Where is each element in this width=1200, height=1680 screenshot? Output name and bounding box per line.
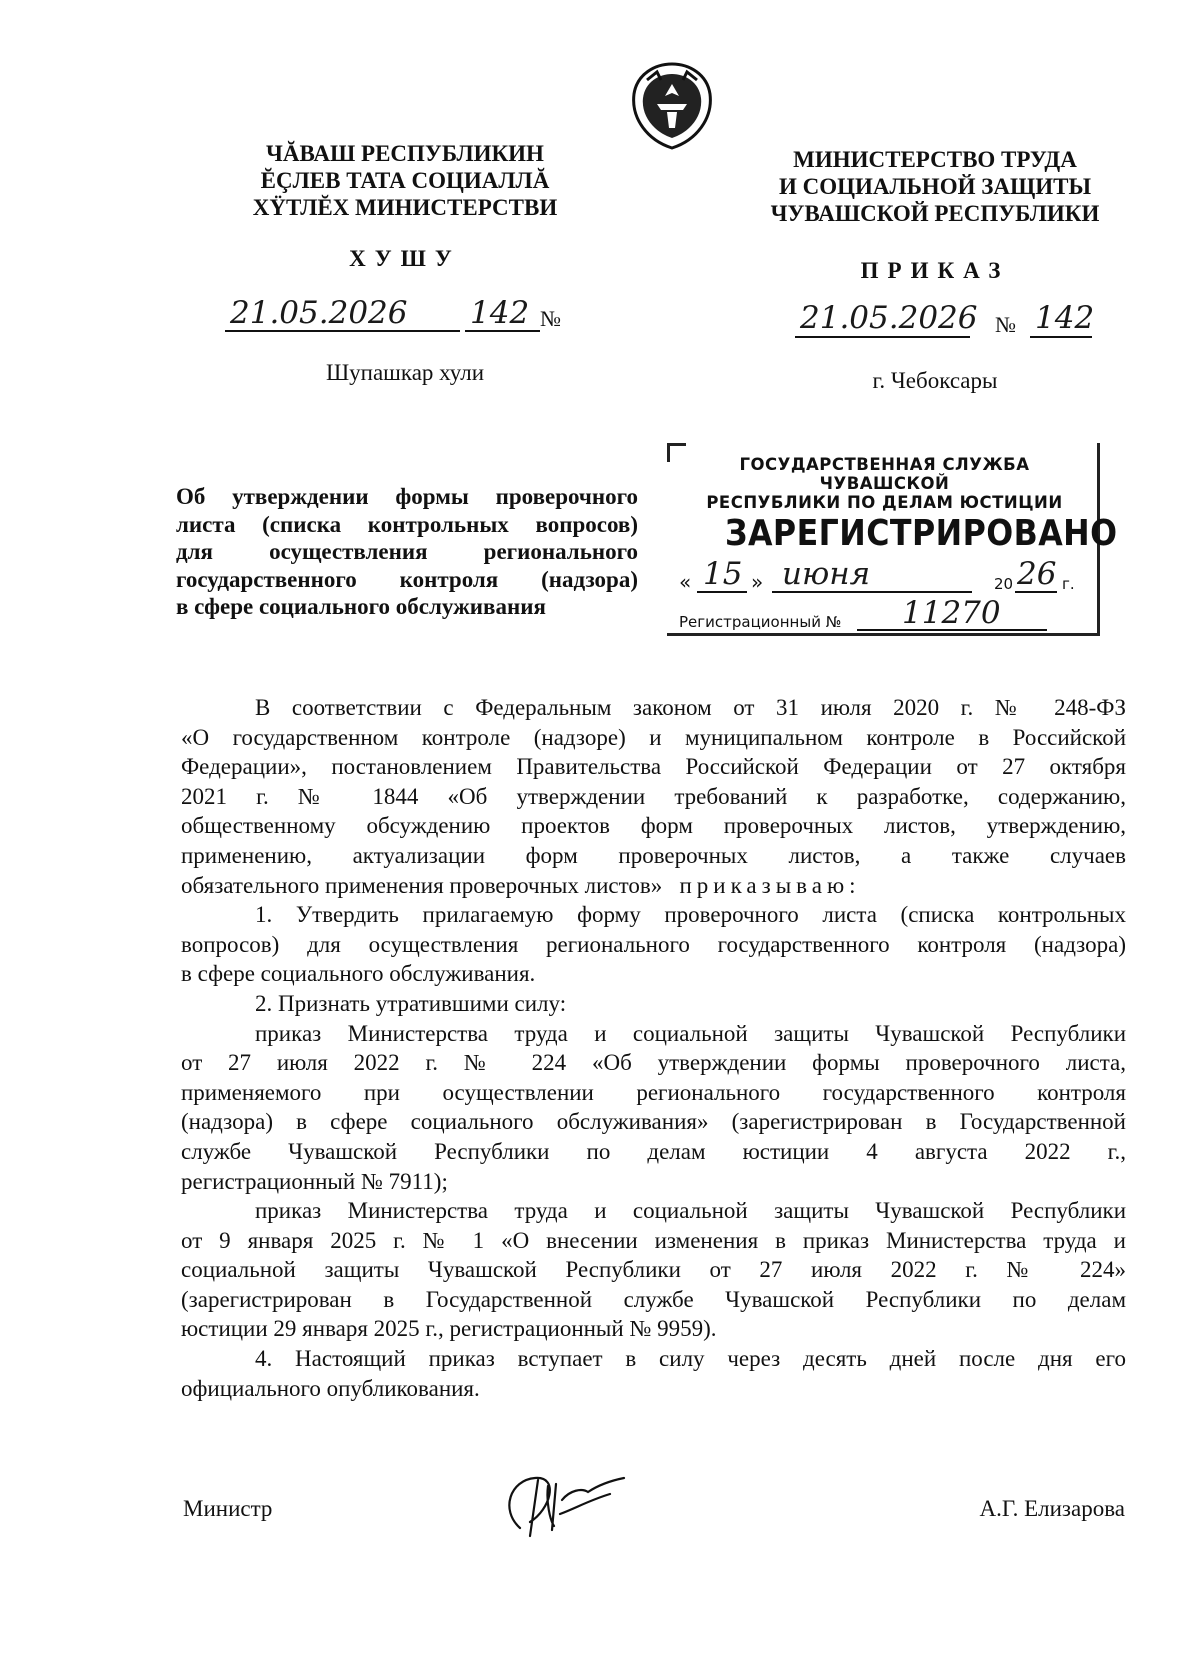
- left-header-line: ХŸТЛĔХ МИНИСТЕРСТВИ: [252, 195, 558, 220]
- body-line: регистрационный № 7911);: [181, 1168, 448, 1194]
- right-doc-type: ПРИКАЗ: [860, 258, 1010, 283]
- body-line: 2021 г. № 1844 «Об утверждении требований к разработке, содержанию,: [181, 783, 1126, 809]
- stamp-quote-open: «: [679, 570, 692, 594]
- title-line: для осуществления регионального: [176, 539, 638, 564]
- right-number-underline: [1030, 336, 1092, 338]
- right-place: г. Чебоксары: [872, 368, 998, 393]
- body-line: приказ Министерства труда и социальной защиты Чувашской Республики: [255, 1198, 1126, 1224]
- body-line: официального опубликования.: [181, 1375, 480, 1401]
- stamp-status: ЗАРЕГИСТРИРОВАНО: [725, 513, 1118, 554]
- body-line: общественному обсуждению проектов форм проверочных листов, утверждению,: [181, 813, 1126, 839]
- stamp-year: 26: [1017, 556, 1057, 592]
- body-line: Федерации», постановлением Правительства Российской Федерации от 27 октября: [181, 754, 1126, 780]
- left-doc-type: ХУШУ: [349, 246, 461, 271]
- left-header-line: ĔÇЛЕВ ТАТА СОЦИАЛЛĂ: [260, 168, 550, 193]
- right-header-line: МИНИСТЕРСТВО ТРУДА: [793, 147, 1077, 172]
- body-line: от 27 июля 2022 г. № 224 «Об утверждении формы проверочного листа,: [181, 1050, 1126, 1076]
- stamp-day-underline: [697, 591, 747, 593]
- handwritten-signature: [490, 1470, 630, 1540]
- order-word: приказываю:: [679, 872, 861, 898]
- right-number: 142: [1035, 300, 1095, 336]
- stamp-reg-label: Регистрационный №: [679, 613, 842, 631]
- preamble-last: обязательного применения проверочных листов»: [181, 872, 663, 898]
- left-date: 21.05.2026: [230, 295, 408, 331]
- coat-of-arms-emblem: [627, 60, 717, 152]
- body-line: 4. Настоящий приказ вступает в силу через десять дней после дня его: [255, 1346, 1126, 1372]
- body-line: (зарегистрирован в Государственной службе Чувашской Республики по делам: [181, 1286, 1126, 1312]
- title-line: государственного контроля (надзора): [176, 566, 638, 592]
- body-line: службе Чувашской Республики по делам юстиции 4 августа 2022 г.,: [181, 1138, 1126, 1164]
- stamp-month-underline: [772, 591, 972, 593]
- left-number-sign: №: [540, 306, 561, 331]
- body-line: применению, актуализации форм проверочных листов, а также случаев: [181, 842, 1126, 868]
- stamp-agency-line: ГОСУДАРСТВЕННАЯ СЛУЖБА ЧУВАШСКОЙ: [739, 455, 1030, 493]
- title-line: в сфере социального обслуживания: [176, 594, 546, 619]
- body-line: от 9 января 2025 г. № 1 «О внесении изменения в приказ Министерства труда и: [181, 1227, 1126, 1253]
- left-header: [215, 140, 595, 221]
- stamp-reg-number: 11270: [902, 595, 1001, 631]
- stamp-year-prefix: 20: [994, 575, 1014, 593]
- signatory-name: А.Г. Елизарова: [979, 1496, 1125, 1521]
- right-header-line: ЧУВАШСКОЙ РЕСПУБЛИКИ: [770, 201, 1100, 226]
- body-line: применяемого при осуществлении регионального государственного контроля: [181, 1079, 1126, 1105]
- right-number-sign: №: [995, 312, 1016, 337]
- stamp-agency-line: РЕСПУБЛИКИ ПО ДЕЛАМ ЮСТИЦИИ: [706, 493, 1063, 512]
- document-title: [176, 483, 638, 621]
- registration-stamp: [667, 443, 1118, 636]
- body-line: в сфере социального обслуживания.: [181, 961, 536, 987]
- body-line: юстиции 29 января 2025 г., регистрационный № 9959).: [181, 1316, 717, 1342]
- signatory-position: Министр: [183, 1496, 273, 1521]
- right-date: 21.05.2026: [800, 300, 978, 336]
- right-date-underline: [795, 336, 970, 338]
- body-line: 2. Признать утратившими силу:: [255, 990, 567, 1016]
- body-line: социальной защиты Чувашской Республики от 27 июля 2022 г. № 224»: [181, 1257, 1126, 1283]
- left-place: Шупашкар хули: [325, 360, 485, 385]
- body-line: (надзора) в сфере социального обслуживания» (зарегистрирован в Государственной: [181, 1109, 1126, 1135]
- body-line: 1. Утвердить прилагаемую форму проверочного листа (списка контрольных: [255, 902, 1126, 928]
- stamp-month: июня: [782, 556, 871, 592]
- left-header-line: ЧĂВАШ РЕСПУБЛИКИН: [266, 141, 544, 166]
- left-number-underline: [465, 330, 540, 332]
- title-line: листа (списка контрольных вопросов): [176, 511, 638, 537]
- document-body: [181, 693, 1126, 1403]
- stamp-day: 15: [703, 556, 743, 592]
- left-date-underline: [225, 330, 400, 332]
- body-line: «О государственном контроле (надзоре) и муниципальном контроле в Российской: [181, 724, 1126, 750]
- body-line: [181, 871, 1126, 901]
- title-line: Об утверждении формы проверочного: [176, 484, 638, 509]
- stamp-agency: [677, 455, 1092, 512]
- left-number: 142: [470, 295, 530, 331]
- stamp-reg-underline: [857, 629, 1047, 631]
- stamp-year-unit: г.: [1062, 575, 1075, 593]
- stamp-year-underline: [1015, 591, 1057, 593]
- left-gap-line: [400, 330, 460, 332]
- right-header-line: И СОЦИАЛЬНОЙ ЗАЩИТЫ: [778, 174, 1092, 199]
- body-line: вопросов) для осуществления регионального государственного контроля (надзора): [181, 931, 1126, 957]
- right-header: [745, 146, 1125, 227]
- body-line: В соответствии с Федеральным законом от 31 июля 2020 г. № 248-ФЗ: [255, 695, 1126, 720]
- stamp-quote-close: »: [751, 570, 764, 594]
- body-line: приказ Министерства труда и социальной защиты Чувашской Республики: [255, 1020, 1126, 1046]
